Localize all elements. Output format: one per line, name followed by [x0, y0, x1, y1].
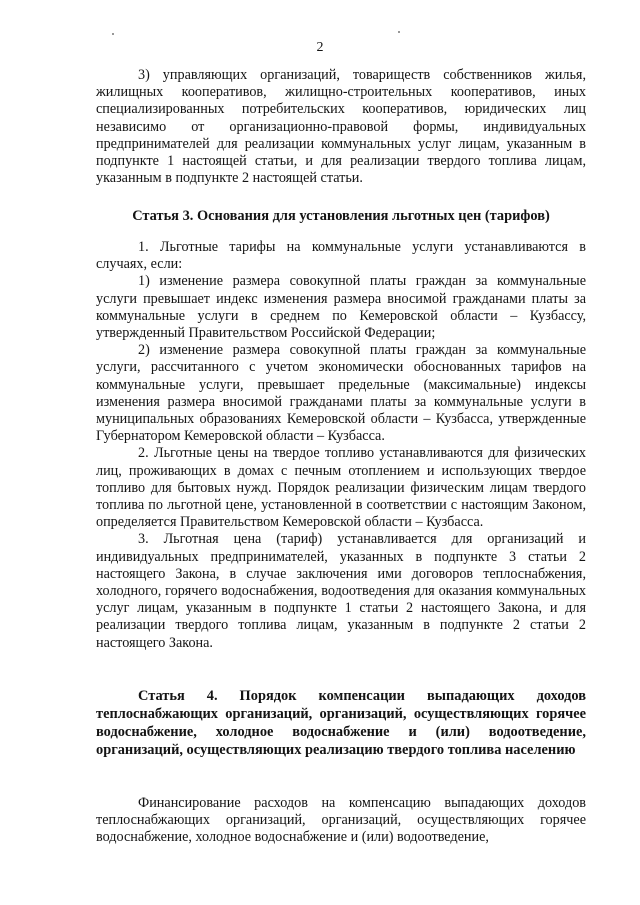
- continued-list-block: [96, 67, 586, 187]
- article-4-paragraph-1: Финансирование расходов на компенсацию выпадающих доходов теплоснабжающих организаций, организаций, осуществляющих горячее водоснабжение, холодное водоснабжение и (или) водоотведение,: [96, 795, 586, 846]
- article-3-heading: Статья 3. Основания для установления льготных цен (тарифов): [132, 208, 550, 224]
- article-3-item-2: 2) изменение размера совокупной платы граждан за коммунальные услуги, рассчитанного с учетом экономически обоснованных тарифов на коммунальные услуги, превышает предельные (максимальные) индексы изменения размера вносимой гражданами платы за коммунальные услуги в муниципальных образованиях Кемеровской области – Кузбасса, утвержденные Губернатором Кемеровской области – Кузбасса.: [96, 342, 586, 445]
- article-3-paragraph-1: 1. Льготные тарифы на коммунальные услуги устанавливаются в случаях, если:: [96, 239, 586, 273]
- article-3-item-1: 1) изменение размера совокупной платы граждан за коммунальные услуги превышает индекс изменения размера вносимой гражданами платы за коммунальные услуги в среднем по Кемеровской области – Кузбассу, утвержденный Правительством Российской Федерации;: [96, 273, 586, 342]
- page-number: 2: [316, 40, 324, 55]
- scan-speck: [112, 33, 114, 35]
- article-3-body: [96, 239, 586, 652]
- article-3-paragraph-2: 2. Льготные цены на твердое топливо устанавливаются для физических лиц, проживающих в домах с печным отоплением и использующих твердое топливо для бытовых нужд. Порядок реализации физическим лицам твердого топлива по льготной цене, установленной в соответствии с настоящим Законом, определяется Правительством Кемеровской области – Кузбасса.: [96, 445, 586, 531]
- list-item-3: 3) управляющих организаций, товариществ собственников жилья, жилищных кооперативов, жилищно-строительных кооперативов, иных специализированных потребительских кооперативов, юридических лиц независимо от организационно-правовой формы, индивидуальных предпринимателей для реализации коммунальных услуг лицам, указанным в подпункте 1 настоящей статьи, и для реализации твердого топлива лицам, указанным в подпункте 2 настоящей статьи.: [96, 67, 586, 187]
- scan-speck: [398, 31, 400, 33]
- article-4-body: [96, 795, 586, 847]
- article-4-heading: Статья 4. Порядок компенсации выпадающих доходов теплоснабжающих организаций, организаций, осуществляющих горячее водоснабжение, холодное водоснабжение и (или) водоотведение, организаций, осуществляющих реализацию твердого топлива населению: [96, 688, 586, 758]
- article-3-paragraph-3: 3. Льготная цена (тариф) устанавливается для организаций и индивидуальных предпринимателей, указанных в подпункте 3 статьи 2 настоящего Закона, в случае заключения ими договоров теплоснабжения, холодного, горячего водоснабжения, водоотведения для оказания коммунальных услуг лицам, указанным в подпункте 1 статьи 2 настоящего Закона, и для реализации твердого топлива лицам, указанным в подпункте 2 статьи 2 настоящего Закона.: [96, 531, 586, 651]
